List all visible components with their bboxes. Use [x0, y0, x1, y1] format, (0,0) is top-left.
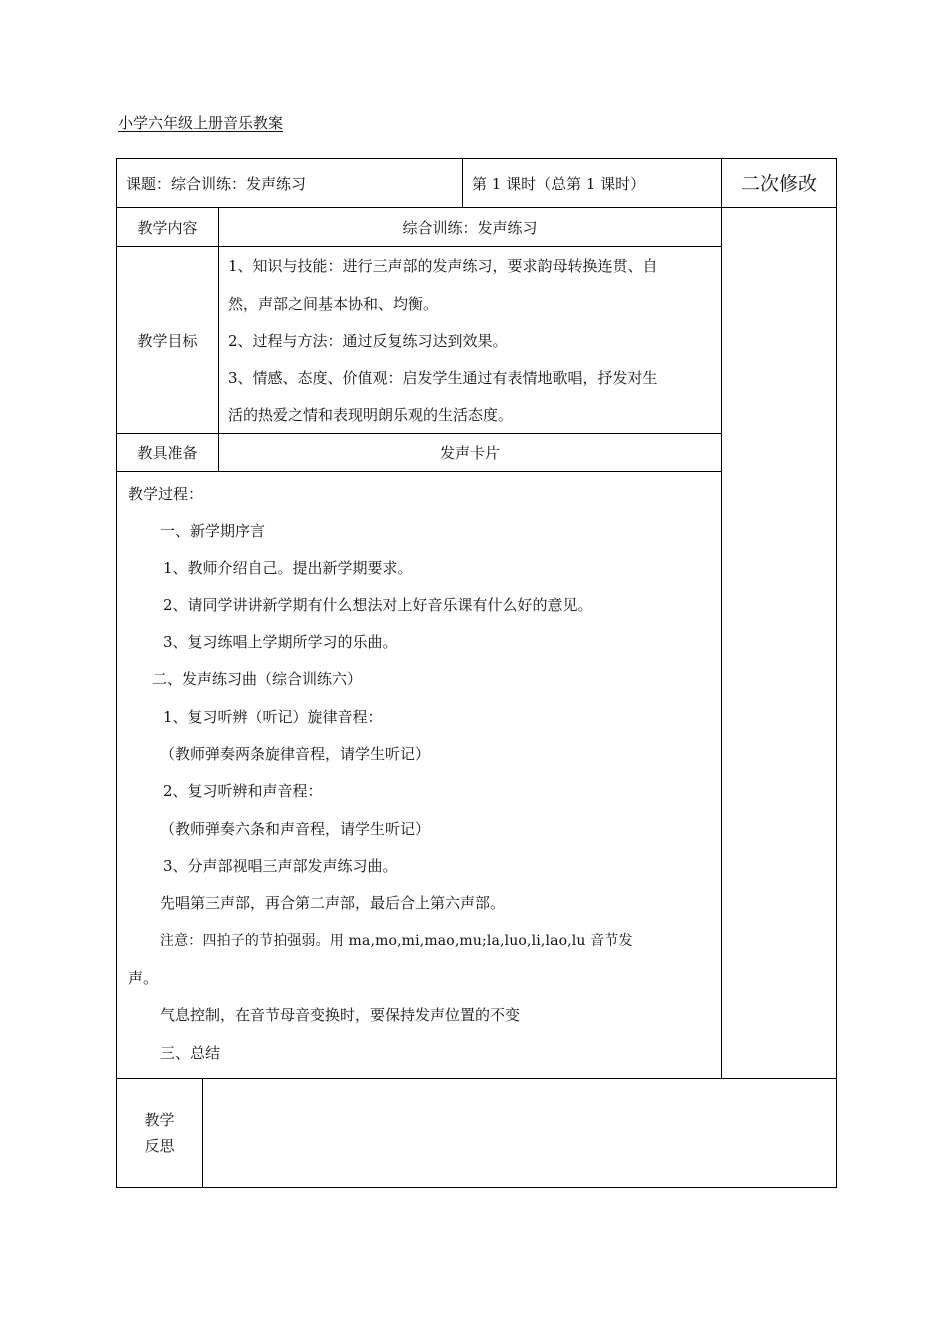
reflection-label-line: 教学	[144, 1111, 175, 1129]
revision-heading: 二次修改	[740, 172, 817, 195]
revision-cell	[722, 159, 836, 205]
goal-line: 活的热爱之情和表现明朗乐观的生活态度。	[228, 406, 514, 424]
topic-text: 课题：综合训练：发声练习	[126, 174, 307, 193]
reflection-value-cell[interactable]	[203, 1079, 836, 1187]
materials-label-cell	[117, 434, 218, 471]
topic-cell	[126, 159, 456, 207]
table-rule	[462, 158, 463, 207]
content-label-cell	[117, 208, 218, 246]
reflection-label-cell	[117, 1079, 202, 1187]
process-line: 3、复习练唱上学期所学习的乐曲。	[163, 633, 398, 651]
process-heading: 教学过程：	[128, 485, 204, 503]
goal-line: 1、知识与技能：进行三声部的发声练习，要求韵母转换连贯、自	[228, 257, 658, 275]
goal-line: 然，声部之间基本协和、均衡。	[228, 295, 439, 313]
process-line: （教师弹奏六条和声音程，请学生听记）	[160, 820, 431, 838]
process-line: 1、复习听辨（听记）旋律音程：	[163, 708, 383, 726]
content-label: 教学内容	[137, 218, 198, 237]
materials-value: 发声卡片	[439, 444, 500, 462]
lesson-count-text: 第 1 课时（总第 1 课时）	[472, 174, 646, 193]
goals-label: 教学目标	[137, 331, 198, 350]
goal-line: 2、过程与方法：通过反复练习达到效果。	[228, 332, 508, 350]
process-line: 注意：四拍子的节拍强弱。用 ma,mo,mi,mao,mu;la,luo,li,lao,lu 音节发	[160, 933, 633, 949]
process-line: 3、分声部视唱三声部发声练习曲。	[163, 857, 398, 875]
process-line: 先唱第三声部，再合第二声部，最后合上第六声部。	[160, 894, 506, 912]
lesson-cell	[472, 159, 717, 207]
process-line: 2、复习听辨和声音程：	[163, 782, 323, 800]
process-line: 2、请同学讲讲新学期有什么想法对上好音乐课有什么好的意见。	[163, 596, 593, 614]
content-value: 综合训练：发声练习	[402, 218, 538, 237]
materials-label: 教具准备	[137, 444, 198, 462]
process-line: 三、总结	[160, 1044, 221, 1062]
process-line: 声。	[128, 969, 159, 987]
process-line: 气息控制，在音节母音变换时，要保持发声位置的不变	[160, 1006, 521, 1024]
goals-label-cell	[117, 247, 218, 433]
process-line: 一、新学期序言	[160, 522, 266, 540]
table-rule	[721, 158, 722, 1079]
table-rule	[218, 207, 219, 471]
content-value-cell	[219, 208, 721, 246]
document-title: 小学六年级上册音乐教案	[118, 114, 284, 132]
reflection-label-line: 反思	[144, 1137, 175, 1155]
process-line: （教师弹奏两条旋律音程，请学生听记）	[160, 745, 431, 763]
goal-line: 3、情感、态度、价值观：启发学生通过有表情地歌唱，抒发对生	[228, 369, 658, 387]
materials-value-cell	[219, 434, 721, 471]
process-line: 二、发声练习曲（综合训练六）	[152, 670, 363, 688]
process-line: 1、教师介绍自己。提出新学期要求。	[163, 559, 413, 577]
table-rule	[116, 471, 721, 472]
